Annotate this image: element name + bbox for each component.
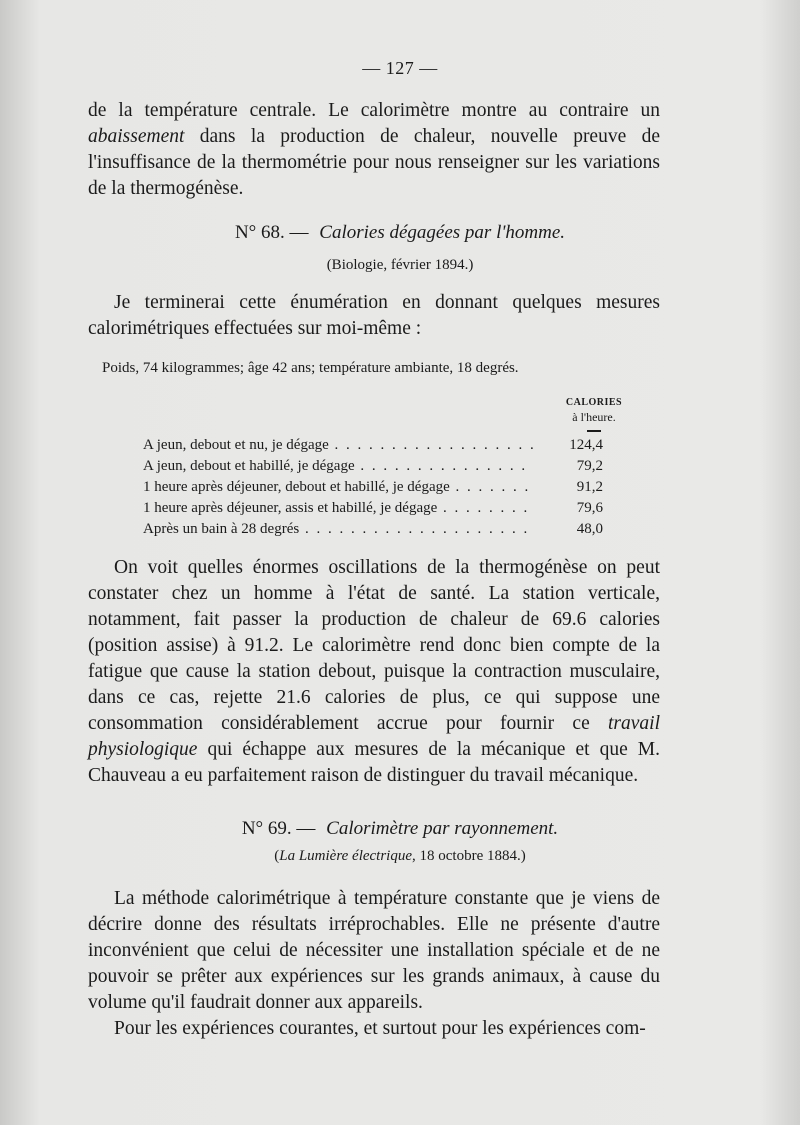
section-69-title: Calorimètre par rayonnement. xyxy=(326,818,559,839)
table-row-label: A jeun, debout et habillé, je dégage . . . xyxy=(143,457,533,475)
paragraph-continuation: Pour les expériences courantes, et surtout pour les expériences com- xyxy=(114,1018,646,1039)
section-68-title: Calories dégagées par l'homme. xyxy=(319,222,566,243)
measurement-conditions: Poids, 74 kilogrammes; âge 42 ans; température ambiante, 18 degrés. xyxy=(102,360,519,376)
paragraph-measures: Je terminerai cette énumération en donnant quelques mesures calorimétriques effectuées sur moi-même : xyxy=(88,292,660,339)
table-row-label: 1 heure après déjeuner, assis et habillé, je dégage . . . xyxy=(143,499,533,517)
column-header-rule xyxy=(587,430,601,432)
table-row xyxy=(143,520,603,538)
paragraph-intro-text-end: dans la production de chaleur, nouvelle preuve de l'insuffisance de la thermométrie pour nous renseigner sur les variations de la thermogénèse. xyxy=(88,126,660,199)
page-number: — 127 — xyxy=(362,58,438,78)
section-69-number: N° 69. — xyxy=(241,818,316,839)
table-row xyxy=(143,436,603,454)
section-69-source xyxy=(0,848,800,865)
table-row-value: 79,2 xyxy=(576,458,603,474)
section-69-heading xyxy=(0,818,800,840)
table-column-header xyxy=(556,395,632,432)
table-row xyxy=(143,499,603,517)
table-row-value: 79,6 xyxy=(576,500,603,516)
section-69-source-date: , 18 octobre 1884.) xyxy=(412,848,526,864)
table-row xyxy=(143,457,603,475)
paragraph-intro-text-start: de la température centrale. Le calorimètre montre au contraire un xyxy=(88,100,660,121)
table-row-label: 1 heure après déjeuner, debout et habillé, je dégage . . . xyxy=(143,478,533,496)
column-header-per-hour: à l'heure. xyxy=(572,410,616,424)
table-row xyxy=(143,478,603,496)
paragraph-intro xyxy=(88,98,660,202)
paragraph-method: La méthode calorimétrique à température constante que je viens de décrire donne des résultats irréprochables. Elle ne présente d'autre inconvénient que celui de nécessiter une installation spéciale et de ne pouvoir se prêter aux expériences sur les grands animaux, à cause du volume qu'il faudrait donner aux appareils. xyxy=(88,888,660,1013)
table-row-value: 124,4 xyxy=(569,437,603,453)
paragraph-discussion xyxy=(88,555,660,789)
section-69-source-open: ( xyxy=(274,848,280,864)
paragraph-discussion-text-start: On voit quelles énormes oscillations de la thermogénèse on peut constater chez un homme à l'état de santé. La station verticale, notamment, fait passer la production de chaleur de 69.6 calories (position assise) à 91.2. Le calorimètre rend donc bien compte de la fatigue que cause la station debout, puisque la contraction musculaire, dans ce cas, rejette 21.6 calories de plus, ce qui suppose une consommation considérablement accrue pour fournir ce xyxy=(88,557,660,734)
section-68-source: (Biologie, février 1894.) xyxy=(326,257,474,273)
section-68-number: N° 68. — xyxy=(234,222,309,243)
paragraph-discussion-italic: travail physiologique xyxy=(88,713,660,760)
table-row-value: 48,0 xyxy=(576,521,603,537)
paragraph-intro-italic: abaissement xyxy=(88,126,185,147)
section-69-source-title: La Lumière électrique xyxy=(279,848,413,864)
column-header-calories: CALORIES xyxy=(565,397,623,408)
section-68-heading xyxy=(0,222,800,244)
table-row-value: 91,2 xyxy=(576,479,603,495)
table-row-label: Après un bain à 28 degrés . . . xyxy=(143,520,533,538)
table-row-label: A jeun, debout et nu, je dégage . . . xyxy=(143,436,533,454)
paragraph-discussion-text-end: qui échappe aux mesures de la mécanique et que M. Chauveau a eu parfaitement raison de distinguer du travail mécanique. xyxy=(88,739,660,786)
